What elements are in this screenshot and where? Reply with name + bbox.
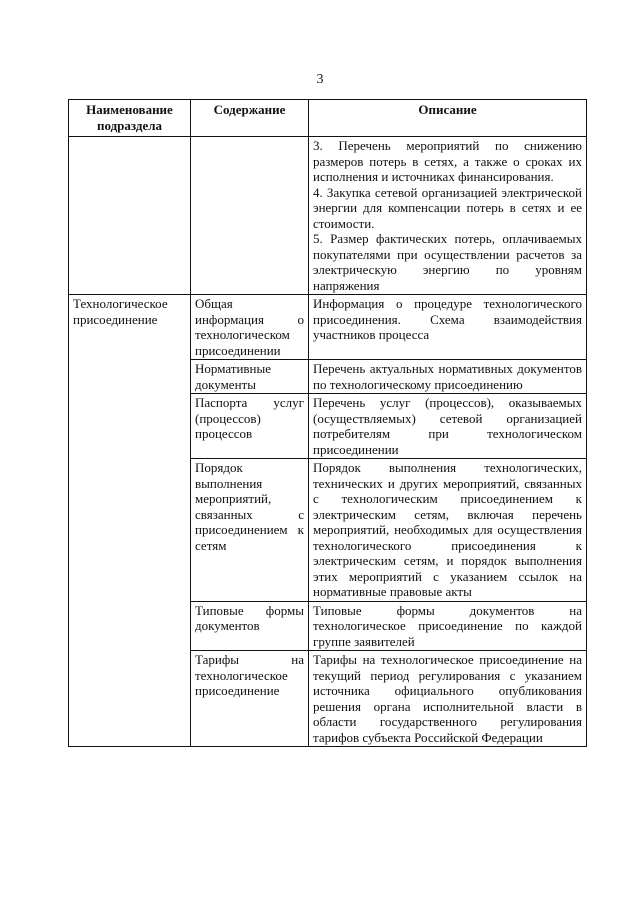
continuation-content-cell xyxy=(191,137,309,295)
continuation-description-cell xyxy=(309,137,587,295)
description-cell: Тарифы на технологическое присоединение на текущий период регулирования с указанием источника официального опубликования решения органа исполнительной власти в области государственного регулирования тарифов субъекта Российской Федерации xyxy=(309,651,587,747)
table-row-continuation xyxy=(69,137,587,295)
list-item: 3. Перечень мероприятий по снижению размеров потерь в сетях, а также о сроках их исполнения и источниках финансирования. xyxy=(313,138,582,184)
table-row xyxy=(69,295,587,360)
content-cell: Типовые формы документов xyxy=(191,601,309,651)
description-cell: Типовые формы документов на технологическое присоединение по каждой группе заявителей xyxy=(309,601,587,651)
section-name-cell: Технологическое присоединение xyxy=(69,295,191,747)
page-number: 3 xyxy=(316,72,324,87)
table-header-row xyxy=(69,100,587,137)
content-cell: Паспорта услуг (процессов) процессов xyxy=(191,394,309,459)
content-cell: Порядок выполнения мероприятий, связанных с присоединением к сетям xyxy=(191,459,309,602)
description-cell: Перечень услуг (процессов), оказываемых (осуществляемых) сетевой организацией потребителям при технологическом присоединении xyxy=(309,394,587,459)
description-cell: Порядок выполнения технологических, технических и других мероприятий, связанных с технологическим присоединением к электрическим сетям, включая перечень мероприятий, необходимых для осуществления технологического присоединения к электрическим сетям, и порядок выполнения этих мероприятий с указанием ссылок на нормативные правовые акты xyxy=(309,459,587,602)
list-item: 4. Закупка сетевой организацией электрической энергии для компенсации потерь в сетях и ее стоимости. xyxy=(313,184,582,231)
list-item: 5. Размер фактических потерь, оплачиваемых покупателями при осуществлении расчетов за электрическую энергию по уровням напряжения xyxy=(313,231,582,293)
content-cell: Общая информация о технологическом присоединении xyxy=(191,295,309,360)
header-content: Содержание xyxy=(191,100,309,137)
description-cell: Перечень актуальных нормативных документов по технологическому присоединению xyxy=(309,360,587,394)
content-cell: Нормативные документы xyxy=(191,360,309,394)
content-cell: Тарифы на технологическое присоединение xyxy=(191,651,309,747)
description-cell: Информация о процедуре технологического присоединения. Схема взаимодействия участников процесса xyxy=(309,295,587,360)
document-table xyxy=(68,99,587,747)
header-name: Наименование подраздела xyxy=(69,100,191,137)
header-description: Описание xyxy=(309,100,587,137)
continuation-name-cell xyxy=(69,137,191,295)
